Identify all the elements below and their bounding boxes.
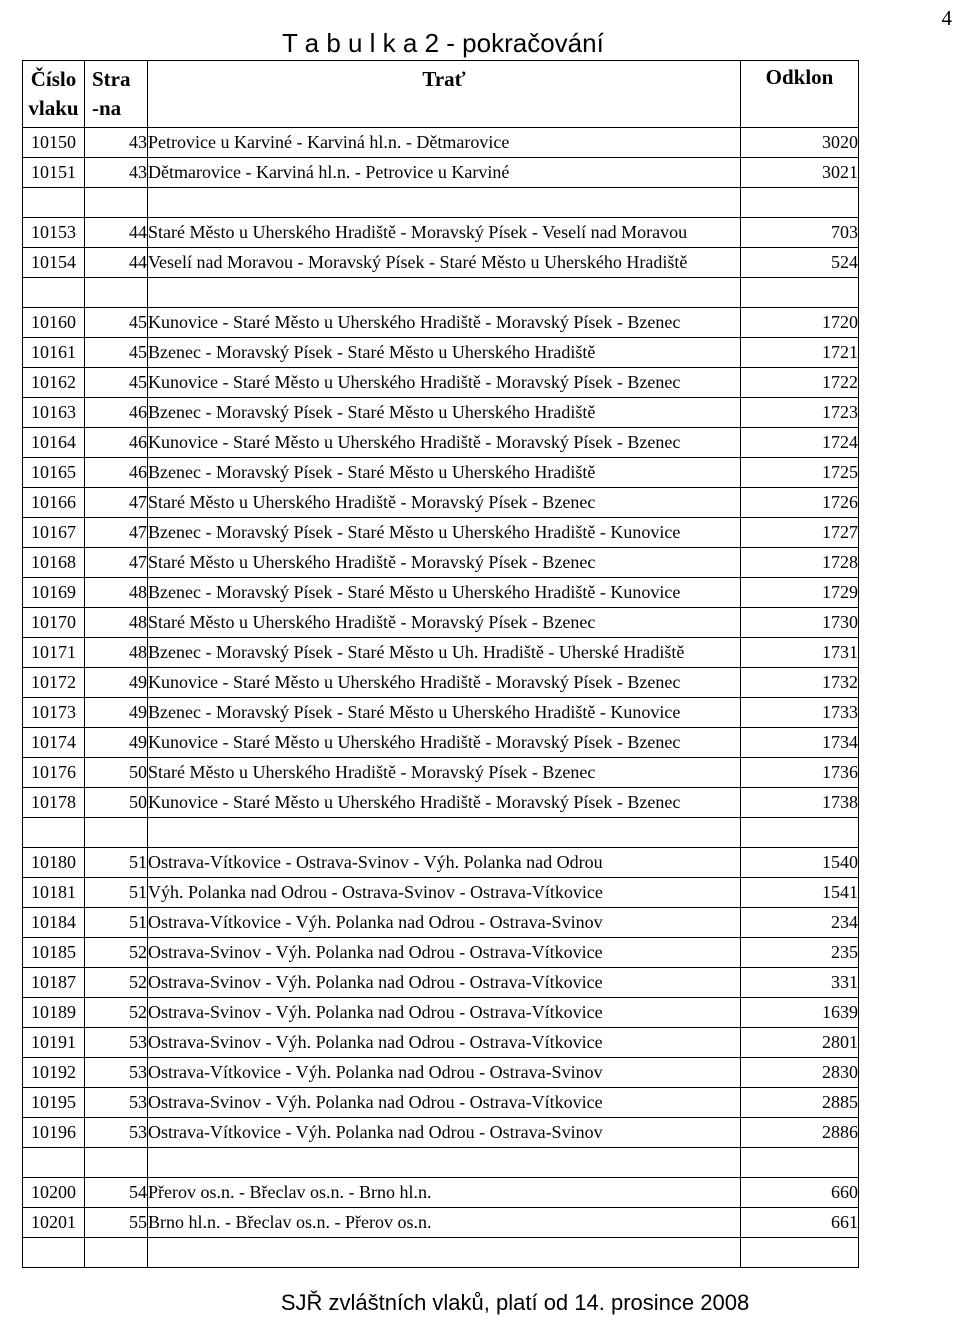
cell-route: Ostrava-Svinov - Výh. Polanka nad Odrou - Ostrava-Vítkovice	[148, 938, 741, 968]
cell-page: 44	[85, 248, 148, 278]
cell-page	[85, 1148, 148, 1178]
cell-train-number: 10164	[23, 428, 85, 458]
cell-route: Ostrava-Vítkovice - Výh. Polanka nad Odrou - Ostrava-Svinov	[148, 908, 741, 938]
cell-page: 46	[85, 398, 148, 428]
cell-page: 54	[85, 1178, 148, 1208]
cell-page: 47	[85, 488, 148, 518]
cell-train-number	[23, 188, 85, 218]
cell-page: 43	[85, 158, 148, 188]
cell-train-number: 10184	[23, 908, 85, 938]
table-row	[23, 1178, 859, 1208]
header-page-line2: -na	[92, 96, 122, 120]
cell-train-number: 10192	[23, 1058, 85, 1088]
table-row	[23, 338, 859, 368]
cell-route: Bzenec - Moravský Písek - Staré Město u Uherského Hradiště	[148, 398, 741, 428]
cell-train-number: 10178	[23, 788, 85, 818]
cell-train-number: 10181	[23, 878, 85, 908]
cell-route: Staré Město u Uherského Hradiště - Moravský Písek - Bzenec	[148, 488, 741, 518]
table-row	[23, 608, 859, 638]
cell-route: Bzenec - Moravský Písek - Staré Město u Uh. Hradiště - Uherské Hradiště	[148, 638, 741, 668]
header-row	[23, 61, 859, 128]
cell-train-number	[23, 1238, 85, 1268]
blank-row	[23, 1238, 859, 1268]
cell-page: 48	[85, 608, 148, 638]
header-train-number-line1: Číslo	[30, 67, 77, 91]
cell-page: 47	[85, 518, 148, 548]
cell-train-number: 10172	[23, 668, 85, 698]
cell-page: 43	[85, 128, 148, 158]
blank-row	[23, 278, 859, 308]
table-row	[23, 1118, 859, 1148]
cell-page: 44	[85, 218, 148, 248]
table-row	[23, 788, 859, 818]
cell-route: Ostrava-Vítkovice - Výh. Polanka nad Odrou - Ostrava-Svinov	[148, 1058, 741, 1088]
cell-route: Kunovice - Staré Město u Uherského Hradiště - Moravský Písek - Bzenec	[148, 788, 741, 818]
table-row	[23, 968, 859, 998]
cell-route: Staré Město u Uherského Hradiště - Moravský Písek - Veselí nad Moravou	[148, 218, 741, 248]
table-row	[23, 248, 859, 278]
cell-train-number: 10160	[23, 308, 85, 338]
cell-page: 51	[85, 848, 148, 878]
cell-page: 52	[85, 968, 148, 998]
cell-page: 53	[85, 1058, 148, 1088]
blank-row	[23, 188, 859, 218]
cell-page: 45	[85, 308, 148, 338]
table-row	[23, 1028, 859, 1058]
cell-train-number: 10191	[23, 1028, 85, 1058]
cell-deviation: 1540	[741, 848, 859, 878]
cell-route: Bzenec - Moravský Písek - Staré Město u Uherského Hradiště	[148, 458, 741, 488]
cell-train-number: 10168	[23, 548, 85, 578]
cell-deviation: 1731	[741, 638, 859, 668]
cell-page: 49	[85, 698, 148, 728]
cell-route: Veselí nad Moravou - Moravský Písek - Staré Město u Uherského Hradiště	[148, 248, 741, 278]
table-title: T a b u l k a 2 - pokračování	[282, 28, 604, 58]
table-row	[23, 518, 859, 548]
cell-route	[148, 1148, 741, 1178]
cell-page: 47	[85, 548, 148, 578]
cell-page: 51	[85, 908, 148, 938]
cell-page: 45	[85, 368, 148, 398]
cell-train-number: 10201	[23, 1208, 85, 1238]
cell-deviation: 2830	[741, 1058, 859, 1088]
cell-train-number: 10165	[23, 458, 85, 488]
cell-train-number: 10174	[23, 728, 85, 758]
table-body	[23, 128, 859, 1268]
cell-page	[85, 1238, 148, 1268]
header-page	[85, 61, 148, 128]
cell-deviation: 661	[741, 1208, 859, 1238]
cell-route: Bzenec - Moravský Písek - Staré Město u Uherského Hradiště - Kunovice	[148, 518, 741, 548]
table-header	[23, 61, 859, 128]
header-deviation: Odklon	[741, 61, 859, 128]
cell-page: 48	[85, 578, 148, 608]
cell-route: Staré Město u Uherského Hradiště - Moravský Písek - Bzenec	[148, 548, 741, 578]
cell-route: Bzenec - Moravský Písek - Staré Město u Uherského Hradiště - Kunovice	[148, 698, 741, 728]
cell-deviation	[741, 818, 859, 848]
cell-train-number: 10195	[23, 1088, 85, 1118]
cell-route: Ostrava-Vítkovice - Výh. Polanka nad Odrou - Ostrava-Svinov	[148, 1118, 741, 1148]
table-row	[23, 698, 859, 728]
header-page-line1: Stra	[92, 67, 131, 91]
table-row	[23, 398, 859, 428]
table-row	[23, 488, 859, 518]
cell-page: 53	[85, 1088, 148, 1118]
cell-train-number: 10169	[23, 578, 85, 608]
cell-route: Bzenec - Moravský Písek - Staré Město u Uherského Hradiště - Kunovice	[148, 578, 741, 608]
cell-deviation: 1738	[741, 788, 859, 818]
table-row	[23, 668, 859, 698]
cell-deviation: 3020	[741, 128, 859, 158]
cell-deviation: 1733	[741, 698, 859, 728]
table-row	[23, 638, 859, 668]
cell-train-number: 10151	[23, 158, 85, 188]
cell-route: Bzenec - Moravský Písek - Staré Město u Uherského Hradiště	[148, 338, 741, 368]
cell-route: Kunovice - Staré Město u Uherského Hradiště - Moravský Písek - Bzenec	[148, 668, 741, 698]
cell-deviation: 1541	[741, 878, 859, 908]
cell-page: 46	[85, 458, 148, 488]
table-row	[23, 998, 859, 1028]
cell-deviation: 2886	[741, 1118, 859, 1148]
table-row	[23, 938, 859, 968]
page-number: 4	[941, 6, 952, 30]
cell-route: Ostrava-Svinov - Výh. Polanka nad Odrou - Ostrava-Vítkovice	[148, 968, 741, 998]
cell-route	[148, 188, 741, 218]
cell-train-number: 10154	[23, 248, 85, 278]
cell-page: 45	[85, 338, 148, 368]
cell-route	[148, 278, 741, 308]
cell-page: 50	[85, 788, 148, 818]
cell-route: Ostrava-Svinov - Výh. Polanka nad Odrou - Ostrava-Vítkovice	[148, 998, 741, 1028]
cell-deviation: 2801	[741, 1028, 859, 1058]
table-row	[23, 128, 859, 158]
table-row	[23, 758, 859, 788]
cell-page: 53	[85, 1028, 148, 1058]
cell-deviation: 1724	[741, 428, 859, 458]
cell-train-number: 10170	[23, 608, 85, 638]
table-row	[23, 158, 859, 188]
cell-route: Ostrava-Svinov - Výh. Polanka nad Odrou - Ostrava-Vítkovice	[148, 1028, 741, 1058]
cell-train-number: 10153	[23, 218, 85, 248]
cell-train-number: 10176	[23, 758, 85, 788]
cell-deviation	[741, 188, 859, 218]
cell-route: Dětmarovice - Karviná hl.n. - Petrovice u Karviné	[148, 158, 741, 188]
cell-train-number: 10166	[23, 488, 85, 518]
blank-row	[23, 1148, 859, 1178]
table-row	[23, 368, 859, 398]
table-row	[23, 1088, 859, 1118]
cell-deviation: 1721	[741, 338, 859, 368]
cell-page: 52	[85, 998, 148, 1028]
table-row	[23, 1058, 859, 1088]
cell-train-number: 10167	[23, 518, 85, 548]
cell-route	[148, 818, 741, 848]
cell-deviation: 1734	[741, 728, 859, 758]
cell-train-number	[23, 818, 85, 848]
cell-page: 49	[85, 668, 148, 698]
cell-page: 48	[85, 638, 148, 668]
table-row	[23, 458, 859, 488]
cell-deviation: 1720	[741, 308, 859, 338]
table-row	[23, 548, 859, 578]
cell-deviation: 1725	[741, 458, 859, 488]
table-row	[23, 878, 859, 908]
cell-train-number: 10162	[23, 368, 85, 398]
cell-train-number: 10150	[23, 128, 85, 158]
cell-route: Výh. Polanka nad Odrou - Ostrava-Svinov - Ostrava-Vítkovice	[148, 878, 741, 908]
table-row	[23, 1208, 859, 1238]
cell-train-number: 10161	[23, 338, 85, 368]
table-row	[23, 578, 859, 608]
header-train-number	[23, 61, 85, 128]
cell-route: Staré Město u Uherského Hradiště - Moravský Písek - Bzenec	[148, 608, 741, 638]
table-row	[23, 908, 859, 938]
table-row	[23, 728, 859, 758]
cell-route: Ostrava-Svinov - Výh. Polanka nad Odrou - Ostrava-Vítkovice	[148, 1088, 741, 1118]
cell-deviation: 1728	[741, 548, 859, 578]
cell-deviation: 1732	[741, 668, 859, 698]
cell-route: Kunovice - Staré Město u Uherského Hradiště - Moravský Písek - Bzenec	[148, 308, 741, 338]
cell-train-number: 10173	[23, 698, 85, 728]
cell-train-number: 10171	[23, 638, 85, 668]
cell-route: Kunovice - Staré Město u Uherského Hradiště - Moravský Písek - Bzenec	[148, 728, 741, 758]
cell-page: 53	[85, 1118, 148, 1148]
footer-note: SJŘ zvláštních vlaků, platí od 14. prosince 2008	[280, 1290, 750, 1315]
cell-train-number: 10180	[23, 848, 85, 878]
cell-deviation: 3021	[741, 158, 859, 188]
cell-route: Petrovice u Karviné - Karviná hl.n. - Dětmarovice	[148, 128, 741, 158]
table-row	[23, 428, 859, 458]
cell-train-number: 10189	[23, 998, 85, 1028]
cell-deviation: 234	[741, 908, 859, 938]
cell-train-number: 10185	[23, 938, 85, 968]
cell-deviation: 1723	[741, 398, 859, 428]
cell-train-number: 10196	[23, 1118, 85, 1148]
cell-deviation: 1639	[741, 998, 859, 1028]
cell-page: 55	[85, 1208, 148, 1238]
cell-route: Brno hl.n. - Břeclav os.n. - Přerov os.n.	[148, 1208, 741, 1238]
cell-deviation	[741, 278, 859, 308]
cell-route: Přerov os.n. - Břeclav os.n. - Brno hl.n.	[148, 1178, 741, 1208]
cell-deviation: 1730	[741, 608, 859, 638]
cell-page: 52	[85, 938, 148, 968]
cell-train-number: 10200	[23, 1178, 85, 1208]
table-row	[23, 218, 859, 248]
table-row	[23, 848, 859, 878]
cell-route: Kunovice - Staré Město u Uherského Hradiště - Moravský Písek - Bzenec	[148, 428, 741, 458]
cell-route: Staré Město u Uherského Hradiště - Moravský Písek - Bzenec	[148, 758, 741, 788]
cell-train-number	[23, 1148, 85, 1178]
cell-route	[148, 1238, 741, 1268]
cell-deviation: 1729	[741, 578, 859, 608]
cell-deviation: 331	[741, 968, 859, 998]
cell-train-number: 10163	[23, 398, 85, 428]
header-route: Trať	[148, 61, 741, 128]
cell-deviation: 1722	[741, 368, 859, 398]
cell-page: 46	[85, 428, 148, 458]
header-train-number-line2: vlaku	[28, 96, 79, 120]
cell-page	[85, 188, 148, 218]
timetable	[22, 60, 859, 1268]
cell-page	[85, 818, 148, 848]
cell-deviation: 1736	[741, 758, 859, 788]
cell-deviation: 660	[741, 1178, 859, 1208]
cell-deviation: 1727	[741, 518, 859, 548]
cell-page: 49	[85, 728, 148, 758]
cell-route: Ostrava-Vítkovice - Ostrava-Svinov - Výh. Polanka nad Odrou	[148, 848, 741, 878]
blank-row	[23, 818, 859, 848]
cell-train-number: 10187	[23, 968, 85, 998]
cell-deviation	[741, 1238, 859, 1268]
cell-deviation: 235	[741, 938, 859, 968]
cell-page: 50	[85, 758, 148, 788]
cell-deviation	[741, 1148, 859, 1178]
cell-page	[85, 278, 148, 308]
cell-route: Kunovice - Staré Město u Uherského Hradiště - Moravský Písek - Bzenec	[148, 368, 741, 398]
cell-train-number	[23, 278, 85, 308]
cell-page: 51	[85, 878, 148, 908]
cell-deviation: 2885	[741, 1088, 859, 1118]
cell-deviation: 703	[741, 218, 859, 248]
cell-deviation: 524	[741, 248, 859, 278]
table-row	[23, 308, 859, 338]
cell-deviation: 1726	[741, 488, 859, 518]
